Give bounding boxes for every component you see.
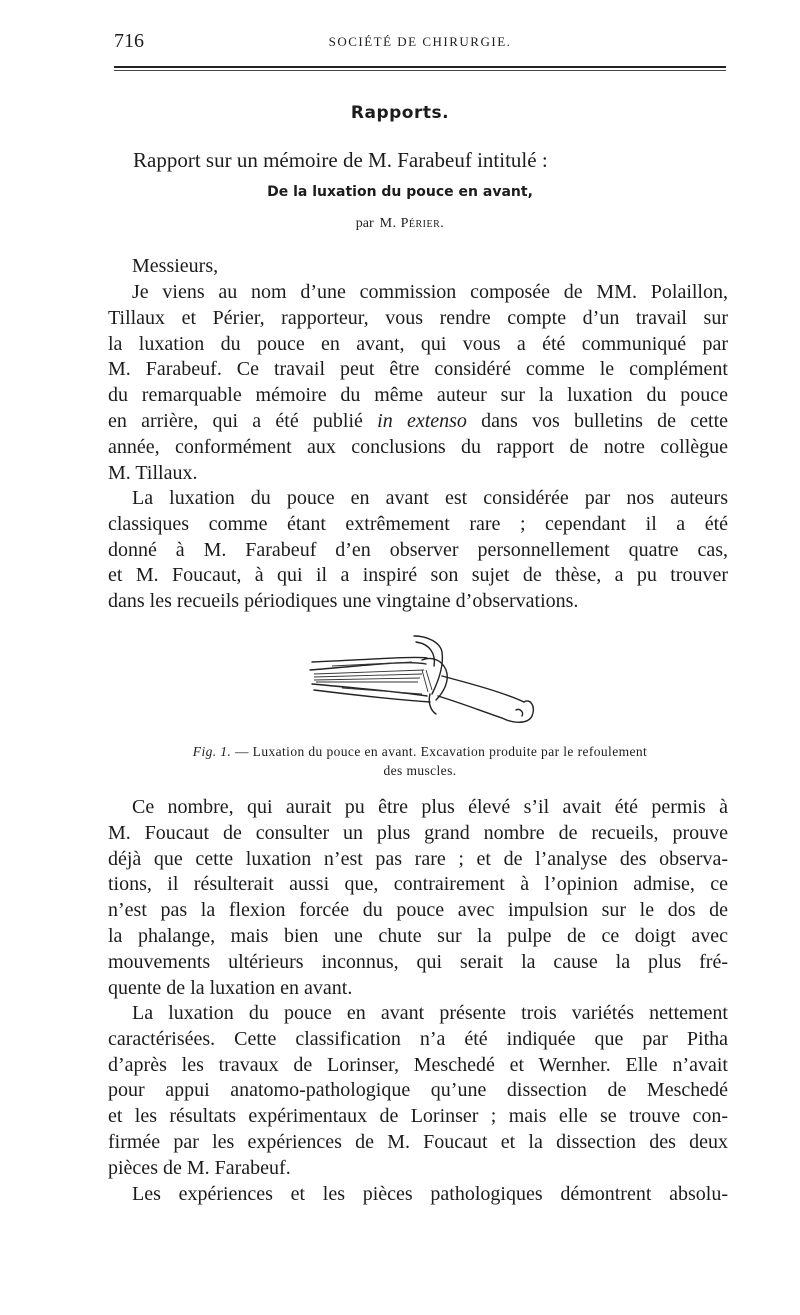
text-line: M. Tillaux. xyxy=(108,461,198,484)
text-line: firmée par les expériences de M. Foucaut et la dissection des deux xyxy=(108,1130,728,1153)
paragraph-2 xyxy=(108,486,728,615)
text-line: caractérisées. Cette classification n’a été indiquée que par Pitha xyxy=(108,1027,728,1050)
text-line: la phalange, mais bien une chute sur la pulpe de ce doigt avec xyxy=(108,924,728,947)
paragraph-3 xyxy=(108,795,728,1001)
report-title: Rapport sur un mémoire de M. Farabeuf intitulé : xyxy=(133,148,548,172)
text-line: Je viens au nom d’une commission composée de MM. Polaillon, xyxy=(132,281,728,303)
caption-line: des muscles. xyxy=(383,763,457,778)
text-line: donné à M. Farabeuf d’en observer personnellement quatre cas, xyxy=(108,538,728,561)
page-number: 716 xyxy=(114,30,144,52)
text-line: Les expériences et les pièces pathologiques démontrent absolu- xyxy=(132,1183,728,1205)
header-rule xyxy=(114,66,726,68)
text-line: La luxation du pouce en avant présente trois variétés nettement xyxy=(132,1002,728,1024)
caption-line xyxy=(110,742,730,761)
text-line: déjà que cette luxation n’est pas rare ; et de l’analyse des observa- xyxy=(108,847,728,870)
figure-label: Fig. 1. xyxy=(192,744,232,759)
text-span: dans vos bulletins de cette xyxy=(466,409,729,432)
text-line: Tillaux et Périer, rapporteur, vous rendre compte d’un travail sur xyxy=(108,306,728,329)
text-line: d’après les travaux de Lorinser, Meschedé et Wernher. Elle n’avait xyxy=(108,1053,728,1076)
report-subtitle: De la luxation du pouce en avant, xyxy=(267,184,533,200)
journal-title: SOCIÉTÉ DE CHIRURGIE. xyxy=(328,34,512,49)
text-line: la luxation du pouce en avant, qui vous a été communiqué par xyxy=(108,332,728,355)
paragraph-1 xyxy=(108,280,728,486)
author-line xyxy=(0,216,800,232)
text-line: Ce nombre, qui aurait pu être plus élevé s’il avait été permis à xyxy=(132,796,728,818)
figure-thumb-illustration xyxy=(302,630,542,730)
thumb-luxation-drawing xyxy=(302,630,542,730)
header-rule-thin xyxy=(114,70,726,71)
salutation-block xyxy=(108,254,728,280)
text-line: La luxation du pouce en avant est considérée par nos auteurs xyxy=(132,487,728,509)
text-span: en arrière, qui a été publié xyxy=(108,409,378,432)
caption-text: — Luxation du pouce en avant. Excavation produite par le refoulement xyxy=(231,744,648,759)
section-heading: Rapports. xyxy=(350,103,450,123)
text-line: et M. Foucaut, à qui il a inspiré son sujet de thèse, a pu trouver xyxy=(108,564,728,587)
text-line-with-italic xyxy=(108,409,728,435)
running-head xyxy=(110,30,730,56)
italic-latin-phrase: in extenso xyxy=(377,409,467,432)
text-line: classiques comme étant extrêmement rare ; cependant il a été xyxy=(108,512,728,535)
text-line: quente de la luxation en avant. xyxy=(108,976,353,999)
text-line: mouvements ultérieurs inconnus, qui serait la cause la plus fré- xyxy=(108,950,728,973)
text-line: du remarquable mémoire du même auteur sur la luxation du pouce xyxy=(108,384,728,407)
text-line: n’est pas la flexion forcée du pouce avec impulsion sur le dos de xyxy=(108,899,728,922)
text-line: pièces de M. Farabeuf. xyxy=(108,1156,291,1179)
text-line: M. Foucaut de consulter un plus grand nombre de recueils, prouve xyxy=(108,821,728,844)
author-name: M. Périer. xyxy=(379,216,445,231)
text-line: année, conformément aux conclusions du rapport de notre collègue xyxy=(108,435,728,458)
paragraph-4 xyxy=(108,1001,728,1182)
author-prefix: par xyxy=(355,216,374,231)
text-line: dans les recueils périodiques une vingtaine d’observations. xyxy=(108,590,579,613)
text-line: tions, il résulterait aussi que, contrairement à l’opinion admise, ce xyxy=(108,873,728,896)
text-line: M. Farabeuf. Ce travail peut être considéré comme le complément xyxy=(108,358,728,381)
salutation: Messieurs, xyxy=(132,255,219,277)
paragraph-5 xyxy=(108,1182,728,1208)
text-line: et les résultats expérimentaux de Lorinser ; mais elle se trouve con- xyxy=(108,1105,728,1128)
figure-caption xyxy=(110,742,730,780)
text-line: pour appui anatomo-pathologique qu’une dissection de Meschedé xyxy=(108,1079,728,1102)
